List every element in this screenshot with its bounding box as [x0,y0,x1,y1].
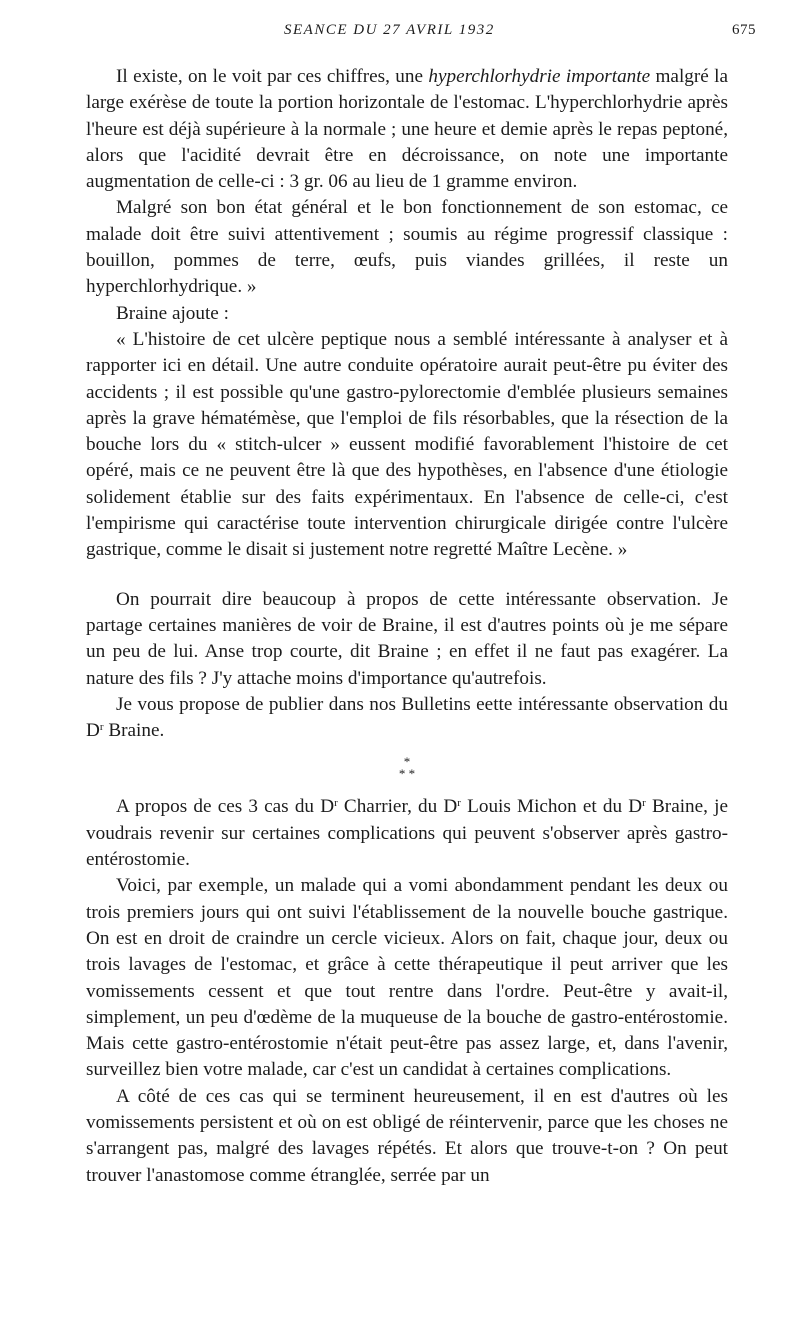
p7-superscript-3: r [642,797,646,810]
paragraph-9: A côté de ces cas qui se terminent heureusement, il en est d'autres où les vomissements persistent et où on est obligé de réintervenir, parce que les choses ne s'arrangent pas, malgré des lavages répétés. Et alors que trouve-t-on ? On peut trouver l'anastomose comme étranglée, serrée par un [86,1085,728,1186]
paragraph-2: Malgré son bon état général et le bon fonctionnement de son estomac, ce malade doit être suivi attentivement ; soumis au régime progressif classique : bouillon, pommes de terre, œufs, puis viandes grillées, il reste un hyperchlorhydrique. » [86,197,728,298]
p7-text-c: Louis Michon et du D [460,796,643,818]
p1-emphasis: hyperchlorhydrie importante [428,66,651,87]
p7-superscript-2: r [457,797,461,810]
p7-superscript-1: r [334,797,338,810]
asterism-top: * [403,754,411,770]
p6-superscript: r [99,721,104,734]
paragraph-5: On pourrait dire beaucoup à propos de cette intéressante observation. Je partage certaines manières de voir de Braine, il est d'autres points où je me sépare un peu de lui. Anse trop courte, dit Braine ; en effet il ne faut pas exagérer. La nature des fils ? J'y attache moins d'importance qu'autrefois. [86,588,728,689]
p7-text-a: A propos de ces 3 cas du D [116,796,335,818]
section-gap [86,564,728,587]
paragraph-3: Braine ajoute : [116,302,229,324]
page-number: 675 [732,22,756,38]
p1-text-a: Il existe, on le voit par ces chiffres, une [116,66,429,87]
p1-text-b: malgré la large exérèse de toute la portion horizontale de l'estomac. L'hyperchlorhydrie après l'heure est déjà supérieure à la normale ; une heure et demie après le repas peptoné, alors que l'acidité devrait être en décroissance, on note une importante augmentation de celle-ci : 3 gr. 06 au lieu de 1 gramme environ. [86,66,729,193]
body-text [86,64,728,1189]
paragraph-1 [86,64,728,195]
header-title: SEANCE DU 27 AVRIL 1932 [284,22,495,38]
p7-text-d: Braine, je voudrais revenir sur certaines complications qui peuvent s'observer après gastro-entérostomie. [86,796,728,871]
paragraph-6 [86,692,728,745]
asterism-separator [86,744,728,794]
p6-text-b: Braine. [103,720,165,742]
paragraph-8: Voici, par exemple, un malade qui a vomi abondamment pendant les deux ou trois premiers jours qui ont suivi l'établissement de la nouvelle bouche gastrique. On est en droit de craindre un cercle vicieux. Alors on fait, chaque jour, deux ou trois lavages de l'estomac, et grâce à cette thérapeutique il peut arriver que les vomissements cessent et que tout rentre dans l'ordre. Peut-être y avait-il, simplement, un peu d'œdème de la muqueuse de la bouche de gastro-entérostomie. Mais cette gastro-entérostomie n'était peut-être pas assez large, et, dans l'avenir, surveillez bien votre malade, car c'est un candidat à certaines complications. [86,875,728,1081]
paragraph-7 [86,794,728,873]
p6-text-a: Je vous propose de publier dans nos Bulletins eette intéressante observation du D [86,693,728,742]
asterism-bottom: * * [398,766,416,782]
p7-text-b: Charrier, du D [337,796,458,818]
paragraph-4-quote: « L'histoire de cet ulcère peptique nous a semblé intéressante à analyser et à rapporter ici en détail. Une autre conduite opératoire aurait peut-être pu éviter des accidents ; il est possible qu'une gastro-pylorectomie d'emblée plusieurs semaines après la grave hématémèse, que l'emploi de fils résorbables, que la résection de la bouche lors du « stitch-ulcer » eussent modifié favorablement l'histoire de cet opéré, mais ce ne peuvent être là que des hypothèses, en l'absence d'une étiologie solidement établie sur des faits expérimentaux. En l'absence de celle-ci, c'est l'empirisme qui caractérise toute intervention chirurgicale dirigée contre l'ulcère gastrique, comme le disait si justement notre regretté Maître Lecène. » [86,328,728,561]
